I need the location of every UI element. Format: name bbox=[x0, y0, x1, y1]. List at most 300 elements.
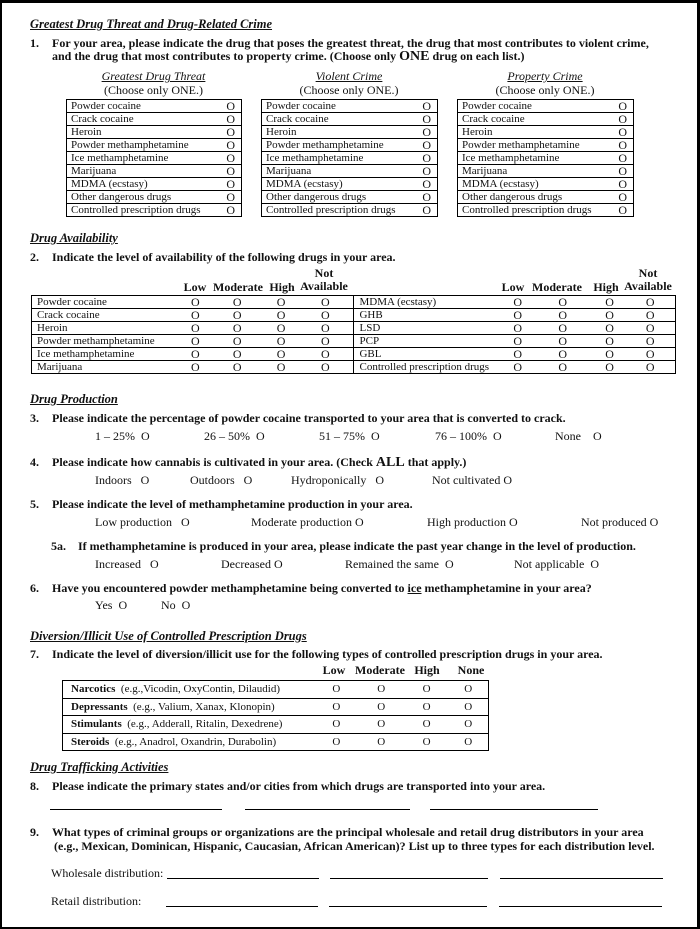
question-3 bbox=[30, 411, 566, 426]
radio-option[interactable]: O bbox=[220, 113, 241, 126]
drug-class-name: Narcotics bbox=[71, 683, 116, 695]
drug-label: Marijuana bbox=[67, 165, 221, 178]
col-header-moderate: Moderate bbox=[355, 663, 405, 677]
drug-label: Powder cocaine bbox=[262, 100, 417, 113]
radio-icon[interactable]: O bbox=[590, 557, 599, 571]
drug-label: Crack cocaine bbox=[32, 309, 182, 322]
radio-icon[interactable]: O bbox=[493, 429, 502, 443]
list-header-violent-crime bbox=[261, 69, 437, 98]
question-text: Please indicate the percentage of powder cocaine transported to your area that is converted to crack. bbox=[52, 411, 566, 425]
wholesale-field-3[interactable] bbox=[500, 878, 663, 879]
drug-class-label bbox=[63, 681, 315, 699]
question-text: Please indicate how cannabis is cultivated in your area. (Check bbox=[52, 455, 376, 469]
radio-none[interactable]: O bbox=[449, 681, 489, 699]
radio-not-available[interactable]: O bbox=[297, 322, 354, 335]
checkbox-icon[interactable]: O bbox=[243, 473, 253, 487]
drug-class-examples: (e.g., Adderall, Ritalin, Dexedrene) bbox=[127, 718, 283, 730]
option-label: Low production bbox=[95, 515, 172, 529]
radio-icon[interactable]: O bbox=[354, 515, 364, 529]
drug-label: Crack cocaine bbox=[262, 113, 417, 126]
radio-moderate[interactable]: O bbox=[358, 681, 405, 699]
question-number: 8. bbox=[30, 779, 39, 793]
radio-option[interactable]: O bbox=[612, 139, 633, 152]
radio-moderate[interactable]: O bbox=[358, 698, 405, 716]
list-item bbox=[67, 152, 242, 165]
drug-label: Controlled prescription drugs bbox=[354, 361, 504, 374]
radio-icon[interactable]: O bbox=[141, 429, 150, 443]
list-item bbox=[262, 204, 438, 217]
table-row bbox=[32, 348, 676, 361]
drug-label: Marijuana bbox=[458, 165, 613, 178]
radio-none[interactable]: O bbox=[449, 716, 489, 734]
question-number: 3. bbox=[30, 411, 39, 425]
checkbox-icon[interactable]: O bbox=[503, 473, 512, 487]
radio-icon[interactable]: O bbox=[118, 598, 128, 612]
radio-moderate[interactable]: O bbox=[532, 361, 594, 374]
option-label: Remained the same bbox=[345, 557, 439, 571]
radio-high[interactable]: O bbox=[594, 335, 626, 348]
radio-icon[interactable]: O bbox=[181, 515, 190, 529]
radio-option[interactable]: O bbox=[416, 191, 437, 204]
section-heading-drug-production: Drug Production bbox=[30, 392, 118, 406]
list-item bbox=[458, 165, 634, 178]
q5a-option-increased[interactable] bbox=[95, 557, 159, 572]
radio-low[interactable]: O bbox=[181, 296, 209, 309]
table-row bbox=[32, 309, 676, 322]
drug-label: PCP bbox=[354, 335, 504, 348]
question-number: 2. bbox=[30, 250, 39, 264]
radio-option[interactable]: O bbox=[416, 152, 437, 165]
drug-label: Heroin bbox=[32, 322, 182, 335]
drug-label: Powder methamphetamine bbox=[262, 139, 417, 152]
drug-label: Marijuana bbox=[32, 361, 182, 374]
q8-answer-field-3[interactable] bbox=[430, 809, 598, 810]
list-item bbox=[458, 113, 634, 126]
drug-label: MDMA (ecstasy) bbox=[67, 178, 221, 191]
list-item bbox=[458, 204, 634, 217]
drug-label: Controlled prescription drugs bbox=[67, 204, 221, 217]
radio-high[interactable]: O bbox=[265, 322, 297, 335]
availability-table bbox=[31, 295, 676, 374]
drug-class-label bbox=[63, 733, 315, 751]
col-header-low: Low bbox=[501, 280, 525, 294]
radio-high[interactable]: O bbox=[265, 335, 297, 348]
q3-option-1[interactable] bbox=[95, 429, 150, 444]
option-label: Increased bbox=[95, 557, 141, 571]
list-item bbox=[67, 126, 242, 139]
radio-option[interactable]: O bbox=[416, 178, 437, 191]
radio-low[interactable]: O bbox=[181, 348, 209, 361]
radio-option[interactable]: O bbox=[416, 100, 437, 113]
list-item bbox=[262, 191, 438, 204]
radio-moderate[interactable]: O bbox=[209, 361, 265, 374]
question-text: that apply.) bbox=[404, 455, 467, 469]
section-heading-trafficking: Drug Trafficking Activities bbox=[30, 760, 169, 774]
violent-crime-list bbox=[261, 99, 438, 217]
list-item bbox=[67, 165, 242, 178]
option-label: None bbox=[555, 429, 581, 443]
retail-field-2[interactable] bbox=[329, 906, 487, 907]
question-number: 7. bbox=[30, 647, 39, 661]
q5a-option-not-applicable[interactable] bbox=[514, 557, 599, 572]
radio-option[interactable]: O bbox=[416, 126, 437, 139]
radio-option[interactable]: O bbox=[416, 165, 437, 178]
radio-moderate[interactable]: O bbox=[209, 322, 265, 335]
radio-moderate[interactable]: O bbox=[532, 296, 594, 309]
option-label: Decreased bbox=[221, 557, 271, 571]
radio-low[interactable]: O bbox=[315, 733, 358, 751]
radio-option[interactable]: O bbox=[416, 139, 437, 152]
question-8 bbox=[30, 779, 545, 794]
table-row bbox=[63, 681, 489, 699]
prescription-drugs-table bbox=[62, 680, 489, 751]
drug-label: Powder cocaine bbox=[458, 100, 613, 113]
section-heading-drug-availability: Drug Availability bbox=[30, 231, 118, 245]
radio-low[interactable]: O bbox=[504, 296, 532, 309]
list-item bbox=[262, 100, 438, 113]
col-header-line: Not bbox=[638, 266, 658, 280]
list-item bbox=[458, 139, 634, 152]
radio-option[interactable]: O bbox=[220, 139, 241, 152]
q3-option-4[interactable] bbox=[435, 429, 502, 444]
drug-label: Heroin bbox=[458, 126, 613, 139]
option-label: Yes bbox=[95, 598, 113, 612]
radio-high[interactable]: O bbox=[405, 698, 449, 716]
option-label: Outdoors bbox=[190, 473, 235, 487]
question-number: 6. bbox=[30, 581, 39, 595]
question-text: Indicate the level of availability of the following drugs in your area. bbox=[52, 250, 396, 264]
list-item bbox=[67, 100, 242, 113]
radio-option[interactable]: O bbox=[612, 204, 633, 217]
drug-label: Other dangerous drugs bbox=[262, 191, 417, 204]
radio-not-available[interactable]: O bbox=[297, 361, 354, 374]
radio-moderate[interactable]: O bbox=[209, 335, 265, 348]
radio-icon[interactable]: O bbox=[256, 429, 265, 443]
radio-icon[interactable]: O bbox=[593, 429, 602, 443]
list-title: Violent Crime bbox=[315, 69, 383, 83]
col-header-not-available bbox=[298, 267, 350, 293]
radio-not-available[interactable]: O bbox=[297, 348, 354, 361]
wholesale-field-1[interactable] bbox=[167, 878, 319, 879]
drug-label: MDMA (ecstasy) bbox=[458, 178, 613, 191]
q5a-option-same[interactable] bbox=[345, 557, 454, 572]
q5-option-low[interactable] bbox=[95, 515, 190, 530]
radio-low[interactable]: O bbox=[504, 361, 532, 374]
drug-label: Controlled prescription drugs bbox=[458, 204, 613, 217]
drug-label: Controlled prescription drugs bbox=[262, 204, 417, 217]
radio-icon[interactable]: O bbox=[444, 557, 454, 571]
drug-label: Ice methamphetamine bbox=[67, 152, 221, 165]
question-text: What types of criminal groups or organizations are the principal wholesale and retail drug distributors in your area bbox=[52, 825, 644, 839]
question-9-line2: (e.g., Mexican, Dominican, Hispanic, Caucasian, African American)? List up to three types for each distribution level. bbox=[54, 839, 655, 853]
q6-option-no[interactable] bbox=[161, 598, 190, 613]
radio-not-available[interactable]: O bbox=[626, 335, 676, 348]
radio-not-available[interactable]: O bbox=[626, 361, 676, 374]
radio-moderate[interactable]: O bbox=[532, 335, 594, 348]
question-number: 5. bbox=[30, 497, 39, 511]
list-item bbox=[458, 191, 634, 204]
option-label: Not applicable bbox=[514, 557, 585, 571]
q5-option-moderate[interactable] bbox=[251, 515, 364, 530]
col-header-low: Low bbox=[322, 663, 346, 677]
question-5a bbox=[51, 539, 636, 554]
list-header-property-crime bbox=[457, 69, 633, 98]
drug-label: MDMA (ecstasy) bbox=[262, 178, 417, 191]
drug-class-examples: (e.g.,Vicodin, OxyContin, Dilaudid) bbox=[120, 683, 281, 695]
radio-high[interactable]: O bbox=[594, 348, 626, 361]
q5a-option-decreased[interactable] bbox=[221, 557, 283, 572]
q4-option-hydroponically[interactable] bbox=[291, 473, 384, 488]
option-label: Hydroponically bbox=[291, 473, 367, 487]
drug-class-name: Steroids bbox=[71, 735, 110, 748]
radio-high[interactable]: O bbox=[405, 681, 449, 699]
radio-moderate[interactable]: O bbox=[532, 309, 594, 322]
radio-option[interactable]: O bbox=[220, 178, 241, 191]
table-row bbox=[32, 322, 676, 335]
radio-moderate[interactable]: O bbox=[532, 322, 594, 335]
drug-label: Crack cocaine bbox=[458, 113, 613, 126]
drug-label: Powder methamphetamine bbox=[67, 139, 221, 152]
list-item bbox=[67, 204, 242, 217]
option-label: No bbox=[161, 598, 176, 612]
radio-low[interactable]: O bbox=[504, 322, 532, 335]
radio-not-available[interactable]: O bbox=[297, 309, 354, 322]
question-text: For your area, please indicate the drug that poses the greatest threat, the drug that most contributes to violent crime, bbox=[52, 36, 649, 50]
col-header-high: High bbox=[414, 663, 440, 677]
radio-high[interactable]: O bbox=[265, 309, 297, 322]
radio-not-available[interactable]: O bbox=[297, 296, 354, 309]
emphasis-text: ONE bbox=[399, 49, 430, 64]
radio-icon[interactable]: O bbox=[649, 515, 659, 529]
radio-high[interactable]: O bbox=[594, 296, 626, 309]
q8-answer-field-1[interactable] bbox=[50, 809, 222, 810]
radio-not-available[interactable]: O bbox=[626, 309, 676, 322]
list-item bbox=[67, 139, 242, 152]
radio-option[interactable]: O bbox=[416, 113, 437, 126]
question-text: drug on each list.) bbox=[429, 49, 525, 63]
q5-option-high[interactable] bbox=[427, 515, 518, 530]
radio-moderate[interactable]: O bbox=[532, 348, 594, 361]
radio-not-available[interactable]: O bbox=[626, 296, 676, 309]
drug-class-examples: (e.g., Valium, Xanax, Klonopin) bbox=[133, 700, 275, 713]
option-label: High production bbox=[427, 515, 506, 529]
list-subtitle: (Choose only ONE.) bbox=[495, 83, 595, 97]
q4-option-indoors[interactable] bbox=[95, 473, 149, 488]
list-item bbox=[458, 126, 634, 139]
radio-icon[interactable]: O bbox=[149, 557, 159, 571]
radio-low[interactable]: O bbox=[315, 698, 358, 716]
property-crime-list bbox=[457, 99, 634, 217]
emphasis-text: ice bbox=[407, 581, 422, 595]
drug-label: Ice methamphetamine bbox=[262, 152, 417, 165]
option-label: 1 – 25% bbox=[95, 429, 135, 443]
q4-option-outdoors[interactable] bbox=[190, 473, 252, 488]
col-header-moderate: Moderate bbox=[532, 280, 582, 294]
list-item bbox=[262, 126, 438, 139]
q3-option-none[interactable] bbox=[555, 429, 602, 444]
radio-high[interactable]: O bbox=[405, 716, 449, 734]
list-item bbox=[458, 152, 634, 165]
radio-moderate[interactable]: O bbox=[209, 348, 265, 361]
emphasis-text: ALL bbox=[375, 455, 405, 470]
radio-moderate[interactable]: O bbox=[209, 296, 265, 309]
radio-icon[interactable]: O bbox=[371, 429, 380, 443]
option-label: Indoors bbox=[95, 473, 132, 487]
drug-class-examples: (e.g., Anadrol, Oxandrin, Durabolin) bbox=[114, 735, 277, 748]
question-text: methamphetamine in your area? bbox=[421, 581, 592, 595]
drug-label: Heroin bbox=[67, 126, 221, 139]
radio-low[interactable]: O bbox=[181, 361, 209, 374]
q4-option-not-cultivated[interactable] bbox=[432, 473, 512, 488]
radio-option[interactable]: O bbox=[612, 165, 633, 178]
option-label: Not produced bbox=[581, 515, 647, 529]
table-row bbox=[63, 698, 489, 716]
retail-field-1[interactable] bbox=[166, 906, 318, 907]
radio-moderate[interactable]: O bbox=[358, 716, 405, 734]
drug-label: Heroin bbox=[262, 126, 417, 139]
radio-option[interactable]: O bbox=[612, 113, 633, 126]
radio-moderate[interactable]: O bbox=[209, 309, 265, 322]
checkbox-icon[interactable]: O bbox=[140, 473, 150, 487]
radio-low[interactable]: O bbox=[181, 309, 209, 322]
q3-option-3[interactable] bbox=[319, 429, 380, 444]
radio-high[interactable]: O bbox=[265, 296, 297, 309]
wholesale-label: Wholesale distribution: bbox=[51, 866, 164, 880]
question-1-line2 bbox=[52, 49, 524, 65]
radio-low[interactable]: O bbox=[315, 681, 358, 699]
question-number: 4. bbox=[30, 455, 39, 469]
radio-option[interactable]: O bbox=[220, 126, 241, 139]
question-5 bbox=[30, 497, 413, 512]
radio-icon[interactable]: O bbox=[509, 515, 518, 529]
drug-label: Ice methamphetamine bbox=[32, 348, 182, 361]
radio-low[interactable]: O bbox=[504, 348, 532, 361]
drug-class-label bbox=[63, 698, 315, 716]
radio-option[interactable]: O bbox=[220, 204, 241, 217]
q8-answer-field-2[interactable] bbox=[245, 809, 410, 810]
radio-none[interactable]: O bbox=[449, 698, 489, 716]
radio-option[interactable]: O bbox=[612, 126, 633, 139]
drug-class-name: Stimulants bbox=[71, 718, 122, 730]
radio-option[interactable]: O bbox=[220, 152, 241, 165]
q6-option-yes[interactable] bbox=[95, 598, 127, 613]
drug-label: GHB bbox=[354, 309, 504, 322]
question-text: Indicate the level of diversion/illicit use for the following types of controlled prescription drugs in your area. bbox=[52, 647, 603, 661]
drug-class-name: Depressants bbox=[71, 700, 128, 713]
col-header-high: High bbox=[593, 280, 619, 294]
question-text: Please indicate the primary states and/or cities from which drugs are transported into your area. bbox=[52, 779, 546, 793]
radio-icon[interactable]: O bbox=[181, 598, 191, 612]
question-number: 1. bbox=[30, 36, 39, 50]
option-label: 76 – 100% bbox=[435, 429, 487, 443]
radio-high[interactable]: O bbox=[594, 322, 626, 335]
radio-none[interactable]: O bbox=[449, 733, 489, 751]
drug-label: LSD bbox=[354, 322, 504, 335]
drug-label: Powder methamphetamine bbox=[32, 335, 182, 348]
list-item bbox=[262, 152, 438, 165]
radio-not-available[interactable]: O bbox=[297, 335, 354, 348]
list-item bbox=[458, 100, 634, 113]
question-number: 9. bbox=[30, 825, 39, 839]
radio-option[interactable]: O bbox=[220, 165, 241, 178]
option-label: 51 – 75% bbox=[319, 429, 365, 443]
q3-option-2[interactable] bbox=[204, 429, 265, 444]
wholesale-field-2[interactable] bbox=[330, 878, 488, 879]
radio-option[interactable]: O bbox=[612, 191, 633, 204]
radio-option[interactable]: O bbox=[612, 152, 633, 165]
list-title: Property Crime bbox=[507, 69, 583, 83]
drug-label: Powder cocaine bbox=[67, 100, 221, 113]
radio-high[interactable]: O bbox=[265, 348, 297, 361]
radio-not-available[interactable]: O bbox=[626, 348, 676, 361]
drug-label: Other dangerous drugs bbox=[458, 191, 613, 204]
drug-label: Powder cocaine bbox=[32, 296, 182, 309]
checkbox-icon[interactable]: O bbox=[375, 473, 384, 487]
radio-low[interactable]: O bbox=[181, 322, 209, 335]
radio-low[interactable]: O bbox=[315, 716, 358, 734]
list-title: Greatest Drug Threat bbox=[101, 69, 206, 83]
question-text: Please indicate the level of methamphetamine production in your area. bbox=[52, 497, 413, 511]
retail-label: Retail distribution: bbox=[51, 894, 142, 908]
drug-label: Ice methamphetamine bbox=[458, 152, 613, 165]
radio-high[interactable]: O bbox=[405, 733, 449, 751]
col-header-line: Not bbox=[314, 266, 334, 280]
col-header-high: High bbox=[269, 280, 295, 294]
question-9 bbox=[30, 825, 644, 840]
radio-option[interactable]: O bbox=[220, 191, 241, 204]
drug-label: Powder methamphetamine bbox=[458, 139, 613, 152]
radio-moderate[interactable]: O bbox=[358, 733, 405, 751]
col-header-line: Available bbox=[624, 279, 672, 293]
greatest-threat-list bbox=[66, 99, 242, 217]
radio-high[interactable]: O bbox=[594, 361, 626, 374]
list-item bbox=[262, 113, 438, 126]
retail-field-3[interactable] bbox=[499, 906, 662, 907]
list-item bbox=[458, 178, 634, 191]
question-6 bbox=[30, 581, 592, 596]
radio-low[interactable]: O bbox=[504, 309, 532, 322]
drug-class-label bbox=[63, 716, 315, 734]
radio-high[interactable]: O bbox=[265, 361, 297, 374]
table-row bbox=[63, 733, 489, 751]
radio-high[interactable]: O bbox=[594, 309, 626, 322]
section-heading-diversion: Diversion/Illicit Use of Controlled Prescription Drugs bbox=[30, 629, 307, 643]
list-item bbox=[67, 113, 242, 126]
radio-low[interactable]: O bbox=[504, 335, 532, 348]
q5-option-not-produced[interactable] bbox=[581, 515, 658, 530]
radio-icon[interactable]: O bbox=[273, 557, 283, 571]
list-header-greatest-threat bbox=[66, 69, 241, 98]
radio-option[interactable]: O bbox=[416, 204, 437, 217]
table-row bbox=[32, 296, 676, 309]
option-label: 26 – 50% bbox=[204, 429, 250, 443]
question-4 bbox=[30, 455, 466, 471]
radio-option[interactable]: O bbox=[612, 100, 633, 113]
drug-label: MDMA (ecstasy) bbox=[354, 296, 504, 309]
col-header-low: Low bbox=[183, 280, 207, 294]
radio-option[interactable]: O bbox=[612, 178, 633, 191]
question-text: Have you encountered powder methamphetamine being converted to bbox=[52, 581, 408, 595]
col-header-line: Available bbox=[300, 279, 348, 293]
option-label: Not cultivated bbox=[432, 473, 501, 487]
table-row bbox=[63, 716, 489, 734]
radio-not-available[interactable]: O bbox=[626, 322, 676, 335]
question-2 bbox=[30, 250, 396, 265]
section-heading-greatest-threat: Greatest Drug Threat and Drug-Related Crime bbox=[30, 17, 273, 31]
radio-option[interactable]: O bbox=[220, 100, 241, 113]
radio-low[interactable]: O bbox=[181, 335, 209, 348]
option-label: Moderate production bbox=[251, 515, 352, 529]
